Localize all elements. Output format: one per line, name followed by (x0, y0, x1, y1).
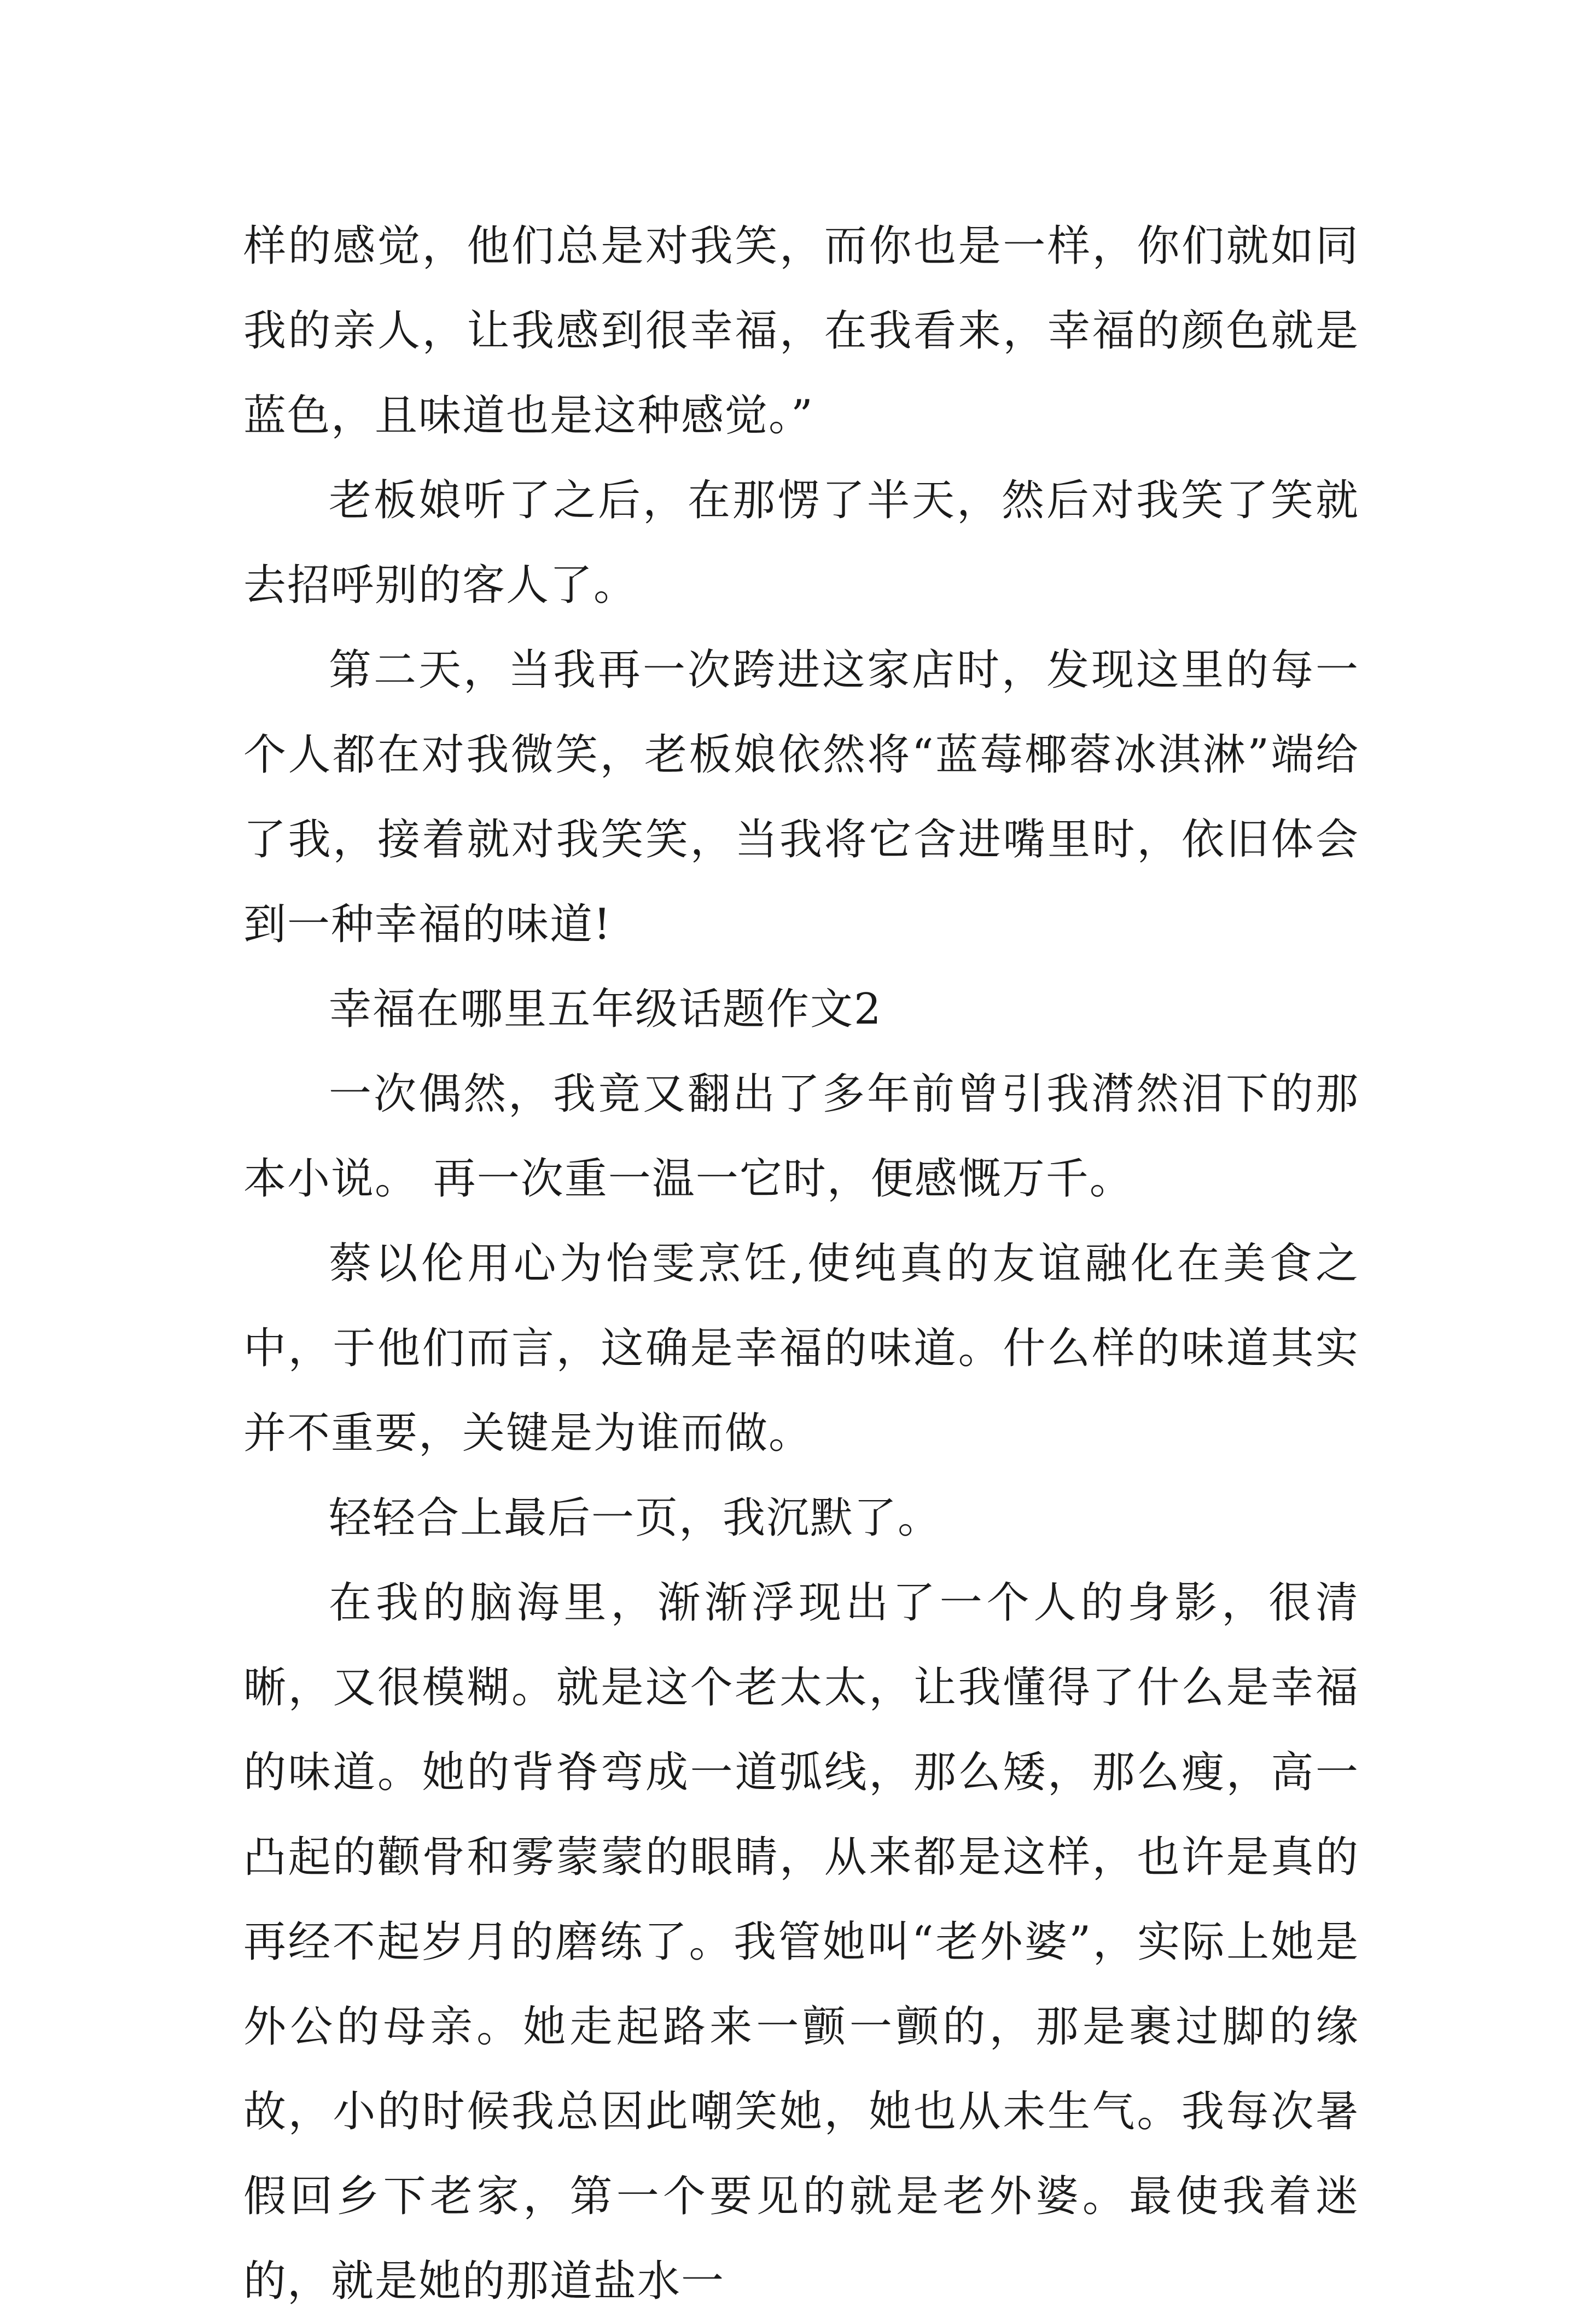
paragraph-7: 在我的脑海里，渐渐浮现出了一个人的身影，很清晰，又很模糊。就是这个老太太，让我懂得了什么是幸福的味道。她的背脊弯成一道弧线，那么矮，那么瘦，高一凸起的颧骨和雾蒙蒙的眼睛，从来都是这样，也许是真的再经不起岁月的磨练了。我管她叫“老外婆”，实际上她是外公的母亲。她走起路来一颤一颤的，那是裹过脚的缘故，小的时候我总因此嘲笑她，她也从未生气。我每次暑假回乡下老家，第一个要见的就是老外婆。最使我着迷的，就是她的那道盐水一 (243, 1578, 1359, 2306)
paragraph-3: 第二天，当我再一次跨进这家店时，发现这里的每一个人都在对我微笑，老板娘依然将“蓝莓椰蓉冰淇淋”端给了我，接着就对我笑笑，当我将它含进嘴里时，依旧体会到一种幸福的味道! (243, 646, 1359, 949)
paragraph-4: 一次偶然，我竟又翻出了多年前曾引我潸然泪下的那本小说。 再一次重一温一它时，便感慨万千。 (243, 1070, 1359, 1204)
section-heading: 幸福在哪里五年级话题作文2 (329, 985, 882, 1034)
paragraph-2: 老板娘听了之后，在那愣了半天，然后对我笑了笑就去招呼别的客人了。 (243, 476, 1359, 610)
paragraph-5: 蔡以伦用心为怡雯烹饪,使纯真的友谊融化在美食之中，于他们而言，这确是幸福的味道。什么样的味道其实并不重要，关键是为谁而做。 (243, 1239, 1359, 1458)
paragraph-1: 样的感觉，他们总是对我笑，而你也是一样，你们就如同我的亲人，让我感到很幸福，在我看来，幸福的颜色就是蓝色，且味道也是这种感觉。” (243, 222, 1359, 440)
paragraph-6: 轻轻合上最后一页，我沉默了。 (329, 1494, 942, 1543)
document-body (243, 204, 1359, 2324)
